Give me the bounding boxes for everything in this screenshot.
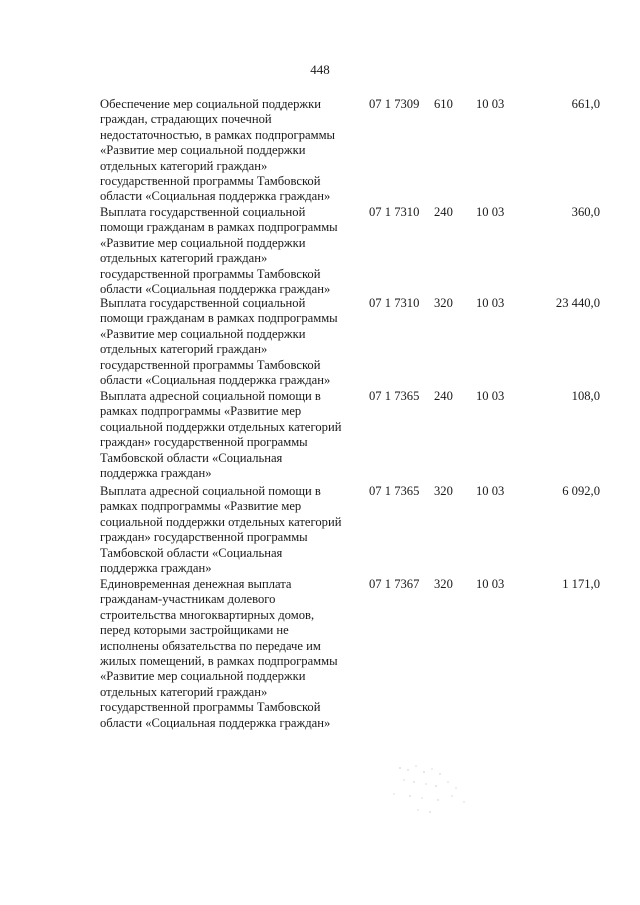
target-article-code: 07 1 7310 — [369, 205, 420, 219]
target-article-code: 07 1 7309 — [369, 97, 420, 111]
expense-type-code: 240 — [434, 389, 453, 403]
target-article-code: 07 1 7365 — [369, 484, 420, 498]
amount: 1 171,0 — [562, 577, 600, 591]
section-code: 10 03 — [476, 296, 505, 310]
amount: 360,0 — [571, 205, 600, 219]
section-code: 10 03 — [476, 577, 505, 591]
amount: 108,0 — [571, 389, 600, 403]
expense-type-code: 610 — [434, 97, 453, 111]
amount: 661,0 — [571, 97, 600, 111]
section-code: 10 03 — [476, 389, 505, 403]
expense-type-code: 320 — [434, 296, 453, 310]
section-code: 10 03 — [476, 97, 505, 111]
page-number: 448 — [310, 62, 330, 77]
row-description: Выплата адресной социальной помощи в рамках подпрограммы «Развитие мер социальной поддержки отдельных категорий граждан» государственной программы Тамбовской области «Социальная поддержка граждан» — [100, 389, 342, 481]
scan-noise-mark — [380, 760, 480, 820]
target-article-code: 07 1 7365 — [369, 389, 420, 403]
amount: 6 092,0 — [562, 484, 600, 498]
row-description: Выплата государственной социальной помощи гражданам в рамках подпрограммы «Развитие мер социальной поддержки отдельных категорий граждан» государственной программы Тамбовской области «Социальная поддержка граждан» — [100, 205, 338, 297]
amount: 23 440,0 — [555, 296, 600, 310]
row-description: Выплата адресной социальной помощи в рамках подпрограммы «Развитие мер социальной поддержки отдельных категорий граждан» государственной программы Тамбовской области «Социальная поддержка граждан» — [100, 484, 342, 576]
row-description: Обеспечение мер социальной поддержки граждан, страдающих почечной недостаточностью, в рамках подпрограммы «Развитие мер социальной поддержки отдельных категорий граждан» государственной программы Тамбовской области «Социальная поддержка граждан» — [100, 97, 336, 204]
expense-type-code: 320 — [434, 484, 453, 498]
target-article-code: 07 1 7367 — [369, 577, 420, 591]
section-code: 10 03 — [476, 484, 505, 498]
target-article-code: 07 1 7310 — [369, 296, 420, 310]
expense-type-code: 320 — [434, 577, 453, 591]
expense-type-code: 240 — [434, 205, 453, 219]
row-description: Единовременная денежная выплата гражданам-участникам долевого строительства многоквартирных домов, перед которыми застройщиками не исполнены обязательства по передаче им жилых помещений, в рамках подпрограммы «Развитие мер социальной поддержки отдельных категорий граждан» государственной программы Тамбовской области «Социальная поддержка граждан» — [100, 577, 338, 730]
section-code: 10 03 — [476, 205, 505, 219]
row-description: Выплата государственной социальной помощи гражданам в рамках подпрограммы «Развитие мер социальной поддержки отдельных категорий граждан» государственной программы Тамбовской области «Социальная поддержка граждан» — [100, 296, 338, 388]
